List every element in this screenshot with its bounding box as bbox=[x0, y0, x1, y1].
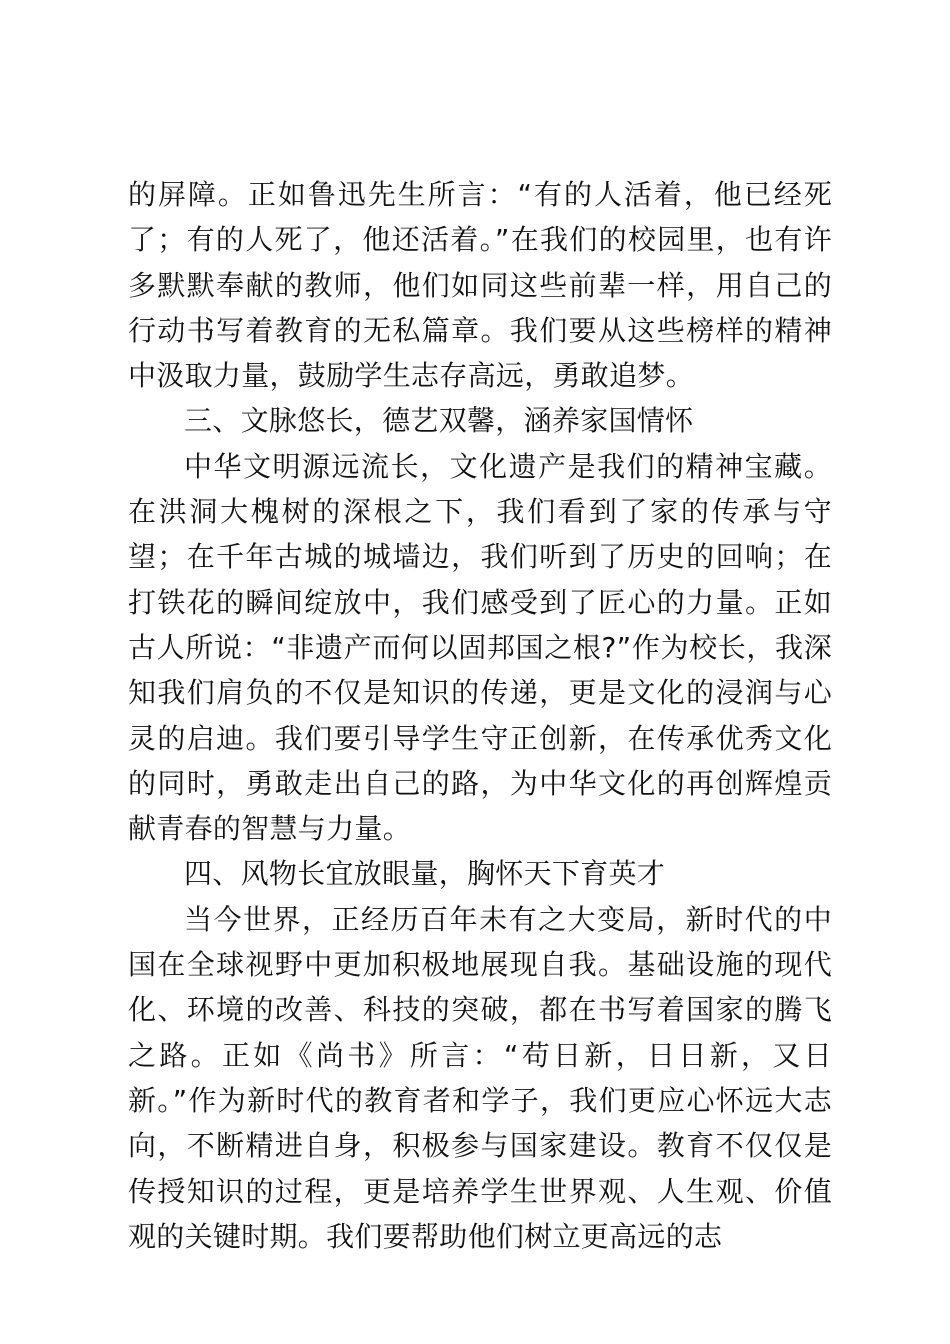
paragraph-cultural-heritage: 中华文明源远流长，文化遗产是我们的精神宝藏。在洪洞大槐树的深根之下，我们看到了家的传承与守望；在千年古城的城墙边，我们听到了历史的回响；在打铁花的瞬间绽放中，我们感受到了匠心的力量。正如古人所说：“非遗产而何以固邦国之根?”作为校长，我深知我们肩负的不仅是知识的传递，更是文化的浸润与心灵的启迪。我们要引导学生守正创新，在传承优秀文化的同时，勇敢走出自己的路，为中华文化的再创辉煌贡献青春的智慧与力量。 bbox=[128, 449, 832, 846]
section-heading-three: 三、文脉悠长，德艺双馨，涵养家国情怀 bbox=[184, 404, 694, 438]
paragraph-continuation: 的屏障。正如鲁迅先生所言：“有的人活着，他已经死了；有的人死了，他还活着。”在我们的校园里，也有许多默默奉献的教师，他们如同这些前辈一样，用自己的行动书写着教育的无私篇章。我们要从这些榜样的精神中汲取力量，鼓励学生志存高远，勇敢追梦。 bbox=[128, 178, 832, 393]
document-body bbox=[128, 172, 832, 1259]
section-heading-four: 四、风物长宜放眼量，胸怀天下育英才 bbox=[184, 857, 666, 891]
paragraph-global-vision: 当今世界，正经历百年未有之大变局，新时代的中国在全球视野中更加积极地展现自我。基础设施的现代化、环境的改善、科技的突破，都在书写着国家的腾飞之路。正如《尚书》所言：“苟日新，日日新，又日新。”作为新时代的教育者和学子，我们更应心怀远大志向，不断精进自身，积极参与国家建设。教育不仅仅是传授知识的过程，更是培养学生世界观、人生观、价值观的关键时期。我们要帮助他们树立更高远的志 bbox=[128, 902, 832, 1253]
